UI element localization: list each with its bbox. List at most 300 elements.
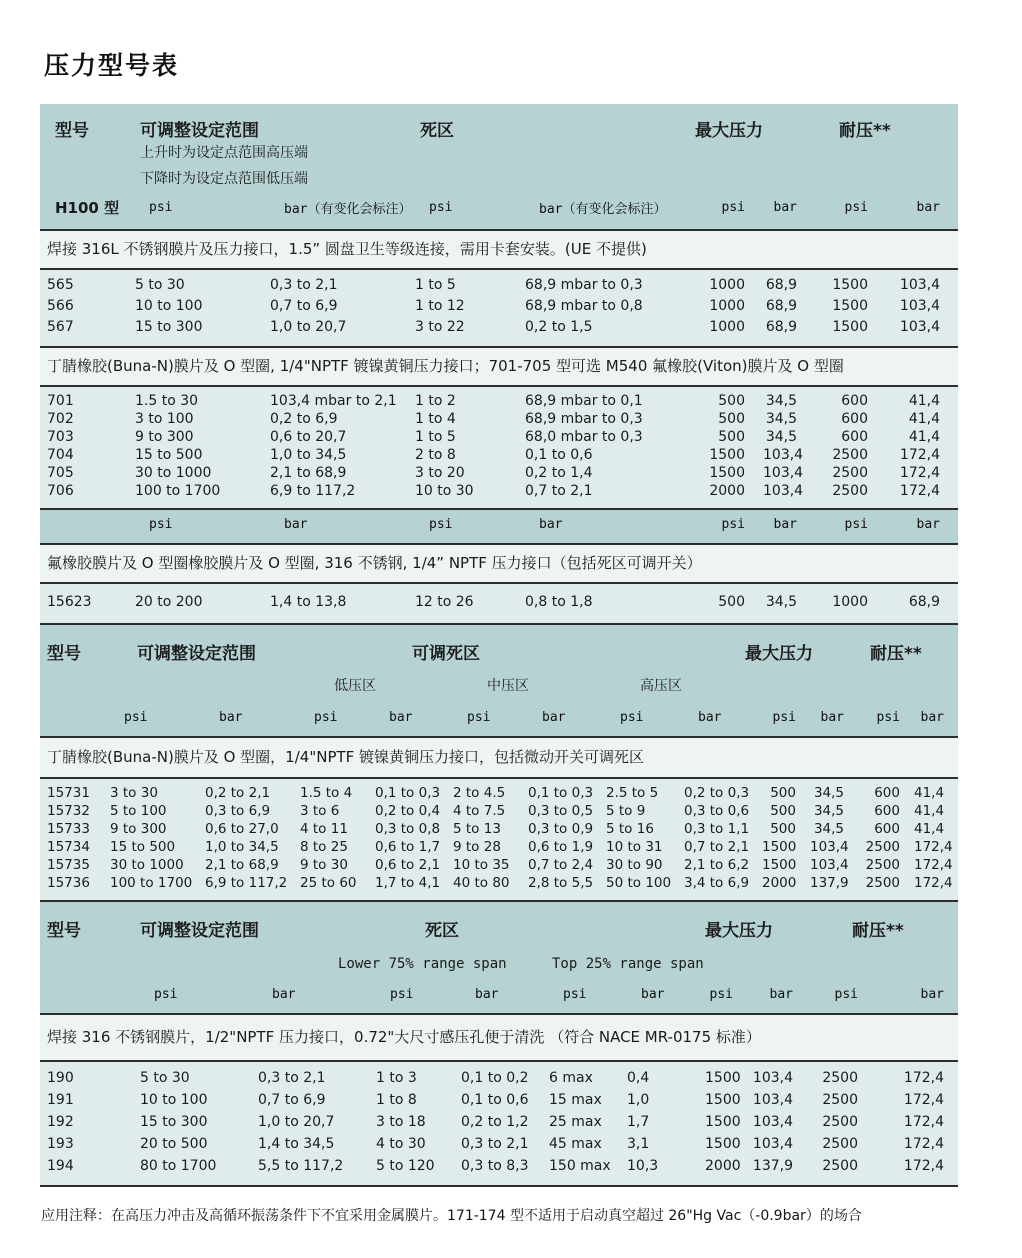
cell-proof-psi: 600 bbox=[858, 778, 914, 802]
model-cell: 194 bbox=[40, 1155, 140, 1186]
cell-proof-bar: 41,4 bbox=[914, 820, 958, 838]
cell-proof-psi: 600 bbox=[815, 386, 886, 410]
cell-top-psi: 6 max bbox=[549, 1061, 627, 1089]
col-header-max-pressure: 最大压力 bbox=[695, 121, 763, 138]
cell-dead-psi: 1 to 5 bbox=[415, 428, 525, 446]
table-row bbox=[40, 296, 958, 317]
unit-label: psi bbox=[549, 980, 627, 1014]
cell-high-psi: 5 to 16 bbox=[606, 820, 684, 838]
model-cell: 15732 bbox=[40, 802, 110, 820]
model-cell: 704 bbox=[40, 446, 135, 464]
cell-lower-psi: 1 to 3 bbox=[376, 1061, 461, 1089]
unit-label: bar bbox=[375, 703, 453, 737]
unit-label: psi bbox=[415, 509, 525, 544]
cell-mid-bar: 0,3 to 0,5 bbox=[528, 802, 606, 820]
cell-proof-bar: 172,4 bbox=[886, 464, 958, 482]
unit-label: bar bbox=[763, 190, 815, 230]
col-header-set-range: 可调整设定范围 bbox=[137, 644, 256, 661]
unit-label: psi bbox=[453, 703, 528, 737]
cell-set-bar: 1,4 to 34,5 bbox=[258, 1133, 376, 1155]
span-lower-75-label: Lower 75% range span bbox=[258, 938, 549, 980]
cell-top-psi: 45 max bbox=[549, 1133, 627, 1155]
cell-max-bar: 34,5 bbox=[810, 820, 858, 838]
cell-set-psi: 10 to 100 bbox=[135, 296, 270, 317]
cell-max-bar: 103,4 bbox=[763, 446, 815, 464]
cell-set-psi: 3 to 30 bbox=[110, 778, 205, 802]
page-title: 压力型号表 bbox=[44, 51, 180, 80]
cell-proof-bar: 41,4 bbox=[886, 428, 958, 446]
cell-set-psi: 80 to 1700 bbox=[140, 1155, 258, 1186]
cell-low-psi: 1.5 to 4 bbox=[300, 778, 375, 802]
note-rising: 上升时为设定点范围高压端 bbox=[140, 145, 308, 161]
cell-set-bar: 1,4 to 13,8 bbox=[270, 583, 415, 624]
cell-set-bar: 0,3 to 2,1 bbox=[258, 1061, 376, 1089]
cell-proof-psi: 600 bbox=[858, 802, 914, 820]
cell-top-psi: 150 max bbox=[549, 1155, 627, 1186]
cell-mid-psi: 4 to 7.5 bbox=[453, 802, 528, 820]
section-title-316l: 焊接 316L 不锈钢膜片及压力接口，1.5” 圆盘卫生等级连接，需用卡套安装。(UE 不提供) bbox=[40, 230, 958, 269]
unit-label: bar bbox=[914, 703, 958, 737]
cell-top-bar: 1,7 bbox=[627, 1111, 705, 1133]
cell-max-bar: 103,4 bbox=[810, 856, 858, 874]
cell-set-psi: 15 to 300 bbox=[135, 317, 270, 347]
cell-dead-bar: 0,2 to 1,4 bbox=[525, 464, 697, 482]
cell-high-bar: 2,1 to 6,2 bbox=[684, 856, 762, 874]
table-row bbox=[40, 1061, 958, 1089]
cell-high-psi: 5 to 9 bbox=[606, 802, 684, 820]
table1-mid-units bbox=[40, 509, 958, 544]
cell-high-psi: 30 to 90 bbox=[606, 856, 684, 874]
cell-proof-psi: 2500 bbox=[807, 1111, 872, 1133]
cell-proof-psi: 2500 bbox=[807, 1089, 872, 1111]
model-cell: 193 bbox=[40, 1133, 140, 1155]
unit-label: bar bbox=[747, 980, 807, 1014]
cell-dead-bar: 68,9 mbar to 0,3 bbox=[525, 410, 697, 428]
cell-low-bar: 0,3 to 0,8 bbox=[375, 820, 453, 838]
cell-max-psi: 500 bbox=[762, 820, 810, 838]
cell-set-psi: 15 to 500 bbox=[135, 446, 270, 464]
cell-max-psi: 1500 bbox=[705, 1089, 747, 1111]
cell-proof-bar: 172,4 bbox=[872, 1155, 958, 1186]
cell-proof-psi: 600 bbox=[858, 820, 914, 838]
rows-15623 bbox=[40, 583, 958, 624]
cell-max-bar: 103,4 bbox=[763, 464, 815, 482]
cell-set-psi: 5 to 100 bbox=[110, 802, 205, 820]
table-row bbox=[40, 464, 958, 482]
cell-lower-psi: 1 to 8 bbox=[376, 1089, 461, 1111]
cell-dead-psi: 1 to 4 bbox=[415, 410, 525, 428]
cell-mid-psi: 2 to 4.5 bbox=[453, 778, 528, 802]
cell-set-psi: 30 to 1000 bbox=[135, 464, 270, 482]
zone-mid-label: 中压区 bbox=[453, 661, 606, 703]
cell-low-psi: 25 to 60 bbox=[300, 874, 375, 901]
model-cell: 190 bbox=[40, 1061, 140, 1089]
cell-dead-bar: 0,8 to 1,8 bbox=[525, 583, 697, 624]
unit-label: psi bbox=[705, 980, 747, 1014]
cell-max-psi: 2000 bbox=[705, 1155, 747, 1186]
cell-proof-bar: 68,9 bbox=[886, 583, 958, 624]
table-row bbox=[40, 410, 958, 428]
cell-max-psi: 2000 bbox=[697, 482, 763, 509]
cell-lower-psi: 3 to 18 bbox=[376, 1111, 461, 1133]
unit-label: psi bbox=[376, 980, 461, 1014]
unit-label: bar bbox=[270, 509, 415, 544]
cell-proof-bar: 103,4 bbox=[886, 296, 958, 317]
unit-label: bar bbox=[258, 980, 376, 1014]
cell-set-psi: 15 to 500 bbox=[110, 838, 205, 856]
empty-cell bbox=[40, 938, 258, 980]
model-cell: 702 bbox=[40, 410, 135, 428]
cell-max-bar: 34,5 bbox=[763, 410, 815, 428]
cell-top-bar: 0,4 bbox=[627, 1061, 705, 1089]
cell-low-psi: 4 to 11 bbox=[300, 820, 375, 838]
col-header-model: 型号 bbox=[55, 121, 89, 138]
unit-label: psi bbox=[110, 703, 205, 737]
table-row bbox=[40, 874, 958, 901]
cell-max-bar: 34,5 bbox=[763, 428, 815, 446]
unit-label: psi bbox=[697, 190, 763, 230]
unit-label: bar bbox=[684, 703, 762, 737]
cell-set-bar: 0,7 to 6,9 bbox=[270, 296, 415, 317]
zone-high-label: 高压区 bbox=[606, 661, 762, 703]
cell-proof-bar: 172,4 bbox=[872, 1133, 958, 1155]
cell-high-bar: 0,3 to 1,1 bbox=[684, 820, 762, 838]
empty-cell bbox=[40, 980, 140, 1014]
cell-high-bar: 0,3 to 0,6 bbox=[684, 802, 762, 820]
table-row bbox=[40, 317, 958, 347]
table-row bbox=[40, 446, 958, 464]
cell-lower-bar: 0,2 to 1,2 bbox=[461, 1111, 549, 1133]
cell-dead-bar: 68,9 mbar to 0,3 bbox=[525, 269, 697, 296]
cell-mid-bar: 0,7 to 2,4 bbox=[528, 856, 606, 874]
table-row bbox=[40, 583, 958, 624]
cell-mid-psi: 9 to 28 bbox=[453, 838, 528, 856]
model-cell: 703 bbox=[40, 428, 135, 446]
unit-label: psi bbox=[858, 703, 914, 737]
col-header-max-pressure: 最大压力 bbox=[745, 644, 813, 661]
cell-low-bar: 0,6 to 2,1 bbox=[375, 856, 453, 874]
cell-set-bar: 1,0 to 20,7 bbox=[270, 317, 415, 347]
unit-label: psi bbox=[415, 190, 525, 230]
cell-mid-psi: 10 to 35 bbox=[453, 856, 528, 874]
cell-set-bar: 2,1 to 68,9 bbox=[205, 856, 300, 874]
cell-lower-psi: 5 to 120 bbox=[376, 1155, 461, 1186]
model-cell: 705 bbox=[40, 464, 135, 482]
cell-proof-psi: 2500 bbox=[815, 446, 886, 464]
unit-label: bar（有变化会标注） bbox=[270, 190, 415, 230]
unit-label: psi bbox=[762, 703, 810, 737]
cell-max-psi: 500 bbox=[762, 778, 810, 802]
cell-low-psi: 8 to 25 bbox=[300, 838, 375, 856]
cell-max-psi: 1500 bbox=[705, 1133, 747, 1155]
cell-mid-bar: 2,8 to 5,5 bbox=[528, 874, 606, 901]
unit-label: psi bbox=[140, 980, 258, 1014]
rows-190 bbox=[40, 1061, 958, 1186]
cell-proof-psi: 2500 bbox=[858, 874, 914, 901]
cell-dead-bar: 68,9 mbar to 0,8 bbox=[525, 296, 697, 317]
cell-max-psi: 500 bbox=[697, 428, 763, 446]
col-header-set-range: 可调整设定范围 bbox=[140, 921, 259, 938]
cell-lower-bar: 0,3 to 8,3 bbox=[461, 1155, 549, 1186]
col-header-max-pressure: 最大压力 bbox=[705, 921, 773, 938]
cell-max-bar: 103,4 bbox=[763, 482, 815, 509]
cell-max-bar: 103,4 bbox=[747, 1133, 807, 1155]
spec-tables bbox=[40, 104, 958, 1187]
unit-label: bar bbox=[763, 509, 815, 544]
section-title-viton: 氟橡胶膜片及 O 型圈橡胶膜片及 O 型圈, 316 不锈钢, 1/4” NPTF 压力接口（包括死区可调开关） bbox=[40, 544, 958, 583]
table-row bbox=[40, 1133, 958, 1155]
cell-high-psi: 50 to 100 bbox=[606, 874, 684, 901]
zone-low-label: 低压区 bbox=[300, 661, 453, 703]
cell-low-bar: 0,2 to 0,4 bbox=[375, 802, 453, 820]
cell-max-psi: 1500 bbox=[705, 1111, 747, 1133]
cell-max-bar: 68,9 bbox=[763, 269, 815, 296]
cell-max-psi: 1000 bbox=[697, 269, 763, 296]
cell-proof-psi: 1500 bbox=[815, 296, 886, 317]
cell-set-psi: 5 to 30 bbox=[140, 1061, 258, 1089]
cell-high-bar: 3,4 to 6,9 bbox=[684, 874, 762, 901]
table-row bbox=[40, 802, 958, 820]
cell-proof-psi: 2500 bbox=[807, 1061, 872, 1089]
cell-low-bar: 0,1 to 0,3 bbox=[375, 778, 453, 802]
cell-max-psi: 1000 bbox=[697, 296, 763, 317]
cell-mid-bar: 0,1 to 0,3 bbox=[528, 778, 606, 802]
cell-dead-psi: 3 to 22 bbox=[415, 317, 525, 347]
rows-565 bbox=[40, 269, 958, 347]
cell-set-bar: 0,7 to 6,9 bbox=[258, 1089, 376, 1111]
unit-label: psi bbox=[815, 509, 886, 544]
model-series-label: H100 型 bbox=[40, 190, 135, 230]
cell-max-bar: 34,5 bbox=[763, 386, 815, 410]
empty-cell bbox=[762, 661, 958, 703]
cell-high-psi: 2.5 to 5 bbox=[606, 778, 684, 802]
unit-label: bar bbox=[525, 509, 697, 544]
cell-high-bar: 0,2 to 0,3 bbox=[684, 778, 762, 802]
cell-max-bar: 103,4 bbox=[810, 838, 858, 856]
table-row bbox=[40, 838, 958, 856]
cell-proof-bar: 172,4 bbox=[914, 838, 958, 856]
unit-label: bar bbox=[886, 509, 958, 544]
cell-high-bar: 0,7 to 2,1 bbox=[684, 838, 762, 856]
cell-set-bar: 6,9 to 117,2 bbox=[270, 482, 415, 509]
unit-label: bar bbox=[872, 980, 958, 1014]
cell-set-bar: 0,3 to 6,9 bbox=[205, 802, 300, 820]
cell-low-bar: 0,6 to 1,7 bbox=[375, 838, 453, 856]
cell-proof-psi: 2500 bbox=[858, 838, 914, 856]
cell-proof-bar: 172,4 bbox=[872, 1061, 958, 1089]
cell-set-psi: 5 to 30 bbox=[135, 269, 270, 296]
unit-label: psi bbox=[135, 190, 270, 230]
cell-proof-psi: 2500 bbox=[815, 482, 886, 509]
cell-lower-bar: 0,1 to 0,6 bbox=[461, 1089, 549, 1111]
cell-proof-psi: 2500 bbox=[807, 1155, 872, 1186]
pressure-table-welded-316 bbox=[40, 902, 958, 1187]
cell-low-psi: 9 to 30 bbox=[300, 856, 375, 874]
col-header-set-range: 可调整设定范围 bbox=[140, 121, 259, 138]
unit-label: bar bbox=[627, 980, 705, 1014]
unit-label: psi bbox=[300, 703, 375, 737]
cell-proof-bar: 41,4 bbox=[914, 802, 958, 820]
table-row bbox=[40, 1111, 958, 1133]
empty-cell bbox=[40, 509, 135, 544]
model-cell: 15736 bbox=[40, 874, 110, 901]
cell-dead-bar: 0,7 to 2,1 bbox=[525, 482, 697, 509]
cell-set-bar: 6,9 to 117,2 bbox=[205, 874, 300, 901]
cell-dead-psi: 1 to 5 bbox=[415, 269, 525, 296]
col-header-deadband: 死区 bbox=[425, 921, 459, 938]
col-header-model: 型号 bbox=[47, 644, 81, 661]
cell-set-psi: 3 to 100 bbox=[135, 410, 270, 428]
cell-proof-bar: 41,4 bbox=[914, 778, 958, 802]
table-row bbox=[40, 820, 958, 838]
cell-low-psi: 3 to 6 bbox=[300, 802, 375, 820]
cell-lower-bar: 0,3 to 2,1 bbox=[461, 1133, 549, 1155]
cell-set-bar: 5,5 to 117,2 bbox=[258, 1155, 376, 1186]
cell-proof-bar: 41,4 bbox=[886, 386, 958, 410]
table-row bbox=[40, 269, 958, 296]
cell-mid-psi: 5 to 13 bbox=[453, 820, 528, 838]
model-cell: 701 bbox=[40, 386, 135, 410]
cell-dead-bar: 68,0 mbar to 0,3 bbox=[525, 428, 697, 446]
cell-proof-psi: 2500 bbox=[815, 464, 886, 482]
model-cell: 15735 bbox=[40, 856, 110, 874]
col-header-model: 型号 bbox=[47, 921, 81, 938]
col-header-proof: 耐压** bbox=[839, 121, 891, 138]
empty-cell bbox=[40, 703, 110, 737]
cell-max-psi: 500 bbox=[697, 583, 763, 624]
cell-top-bar: 1,0 bbox=[627, 1089, 705, 1111]
unit-label: psi bbox=[697, 509, 763, 544]
cell-max-psi: 500 bbox=[762, 802, 810, 820]
section-title-welded-316: 焊接 316 不锈钢膜片，1/2"NPTF 压力接口，0.72"大尺寸感压孔便于清洗 （符合 NACE MR-0175 标准） bbox=[40, 1014, 958, 1061]
cell-max-bar: 34,5 bbox=[763, 583, 815, 624]
table-row bbox=[40, 1089, 958, 1111]
cell-dead-bar: 0,1 to 0,6 bbox=[525, 446, 697, 464]
cell-max-bar: 103,4 bbox=[747, 1061, 807, 1089]
pressure-table-h100 bbox=[40, 104, 958, 625]
model-cell: 566 bbox=[40, 296, 135, 317]
cell-set-bar: 103,4 mbar to 2,1 bbox=[270, 386, 415, 410]
cell-proof-psi: 600 bbox=[815, 410, 886, 428]
cell-dead-bar: 0,2 to 1,5 bbox=[525, 317, 697, 347]
cell-set-bar: 0,6 to 20,7 bbox=[270, 428, 415, 446]
cell-set-psi: 30 to 1000 bbox=[110, 856, 205, 874]
cell-dead-psi: 10 to 30 bbox=[415, 482, 525, 509]
col-header-proof: 耐压** bbox=[852, 921, 904, 938]
unit-label: psi bbox=[135, 509, 270, 544]
cell-set-bar: 0,3 to 2,1 bbox=[270, 269, 415, 296]
cell-max-psi: 500 bbox=[697, 410, 763, 428]
cell-proof-bar: 41,4 bbox=[886, 410, 958, 428]
col-header-deadband: 死区 bbox=[420, 121, 454, 138]
table-row bbox=[40, 778, 958, 802]
cell-set-psi: 9 to 300 bbox=[135, 428, 270, 446]
cell-max-psi: 2000 bbox=[762, 874, 810, 901]
cell-proof-psi: 1500 bbox=[815, 269, 886, 296]
cell-proof-bar: 103,4 bbox=[886, 269, 958, 296]
cell-set-bar: 0,2 to 6,9 bbox=[270, 410, 415, 428]
col-header-deadband: 可调死区 bbox=[412, 644, 480, 661]
unit-label: bar bbox=[810, 703, 858, 737]
section-title-buna-n-microswitch: 丁腈橡胶(Buna-N)膜片及 O 型圈，1/4"NPTF 镀镍黄铜压力接口，包括微动开关可调死区 bbox=[40, 737, 958, 778]
cell-proof-bar: 103,4 bbox=[886, 317, 958, 347]
col-header-proof: 耐压** bbox=[870, 644, 922, 661]
cell-max-psi: 1500 bbox=[697, 446, 763, 464]
model-cell: 15731 bbox=[40, 778, 110, 802]
cell-proof-psi: 1000 bbox=[815, 583, 886, 624]
cell-set-psi: 10 to 100 bbox=[140, 1089, 258, 1111]
cell-proof-psi: 600 bbox=[815, 428, 886, 446]
unit-label: bar bbox=[461, 980, 549, 1014]
cell-max-psi: 1000 bbox=[697, 317, 763, 347]
model-cell: 15734 bbox=[40, 838, 110, 856]
unit-label: psi bbox=[815, 190, 886, 230]
model-cell: 567 bbox=[40, 317, 135, 347]
model-cell: 15733 bbox=[40, 820, 110, 838]
cell-proof-bar: 172,4 bbox=[886, 446, 958, 464]
rows-701 bbox=[40, 386, 958, 509]
cell-max-psi: 1500 bbox=[705, 1061, 747, 1089]
empty-cell bbox=[705, 938, 958, 980]
cell-set-psi: 20 to 200 bbox=[135, 583, 270, 624]
table-row bbox=[40, 856, 958, 874]
unit-label: bar bbox=[528, 703, 606, 737]
unit-label: psi bbox=[606, 703, 684, 737]
table-row bbox=[40, 482, 958, 509]
span-top-25-label: Top 25% range span bbox=[549, 938, 705, 980]
cell-set-psi: 1.5 to 30 bbox=[135, 386, 270, 410]
cell-proof-bar: 172,4 bbox=[872, 1089, 958, 1111]
section-title-buna-n: 丁腈橡胶(Buna-N)膜片及 O 型圈, 1/4"NPTF 镀镍黄铜压力接口；701-705 型可选 M540 氟橡胶(Viton)膜片及 O 型圈 bbox=[40, 347, 958, 386]
cell-dead-psi: 2 to 8 bbox=[415, 446, 525, 464]
cell-set-psi: 100 to 1700 bbox=[110, 874, 205, 901]
table2-header bbox=[40, 625, 958, 737]
cell-max-bar: 68,9 bbox=[763, 296, 815, 317]
table3-header bbox=[40, 902, 958, 1014]
cell-mid-bar: 0,3 to 0,9 bbox=[528, 820, 606, 838]
pressure-table-adjustable-deadband bbox=[40, 625, 958, 902]
model-cell: 15623 bbox=[40, 583, 135, 624]
unit-label: bar bbox=[205, 703, 300, 737]
cell-proof-bar: 172,4 bbox=[872, 1111, 958, 1133]
cell-max-psi: 1500 bbox=[762, 856, 810, 874]
cell-proof-psi: 2500 bbox=[858, 856, 914, 874]
unit-label: bar bbox=[886, 190, 958, 230]
cell-max-psi: 500 bbox=[697, 386, 763, 410]
empty-cell bbox=[40, 661, 300, 703]
cell-mid-psi: 40 to 80 bbox=[453, 874, 528, 901]
cell-dead-psi: 3 to 20 bbox=[415, 464, 525, 482]
cell-proof-bar: 172,4 bbox=[886, 482, 958, 509]
cell-dead-psi: 1 to 12 bbox=[415, 296, 525, 317]
model-cell: 191 bbox=[40, 1089, 140, 1111]
cell-max-bar: 103,4 bbox=[747, 1089, 807, 1111]
cell-dead-psi: 1 to 2 bbox=[415, 386, 525, 410]
cell-set-psi: 15 to 300 bbox=[140, 1111, 258, 1133]
table1-header bbox=[40, 104, 958, 230]
cell-dead-bar: 68,9 mbar to 0,1 bbox=[525, 386, 697, 410]
unit-label: psi bbox=[807, 980, 872, 1014]
cell-set-psi: 9 to 300 bbox=[110, 820, 205, 838]
cell-high-psi: 10 to 31 bbox=[606, 838, 684, 856]
table-row bbox=[40, 428, 958, 446]
cell-proof-psi: 1500 bbox=[815, 317, 886, 347]
cell-max-bar: 68,9 bbox=[763, 317, 815, 347]
cell-top-psi: 15 max bbox=[549, 1089, 627, 1111]
cell-set-psi: 100 to 1700 bbox=[135, 482, 270, 509]
cell-max-bar: 34,5 bbox=[810, 802, 858, 820]
cell-max-bar: 137,9 bbox=[747, 1155, 807, 1186]
